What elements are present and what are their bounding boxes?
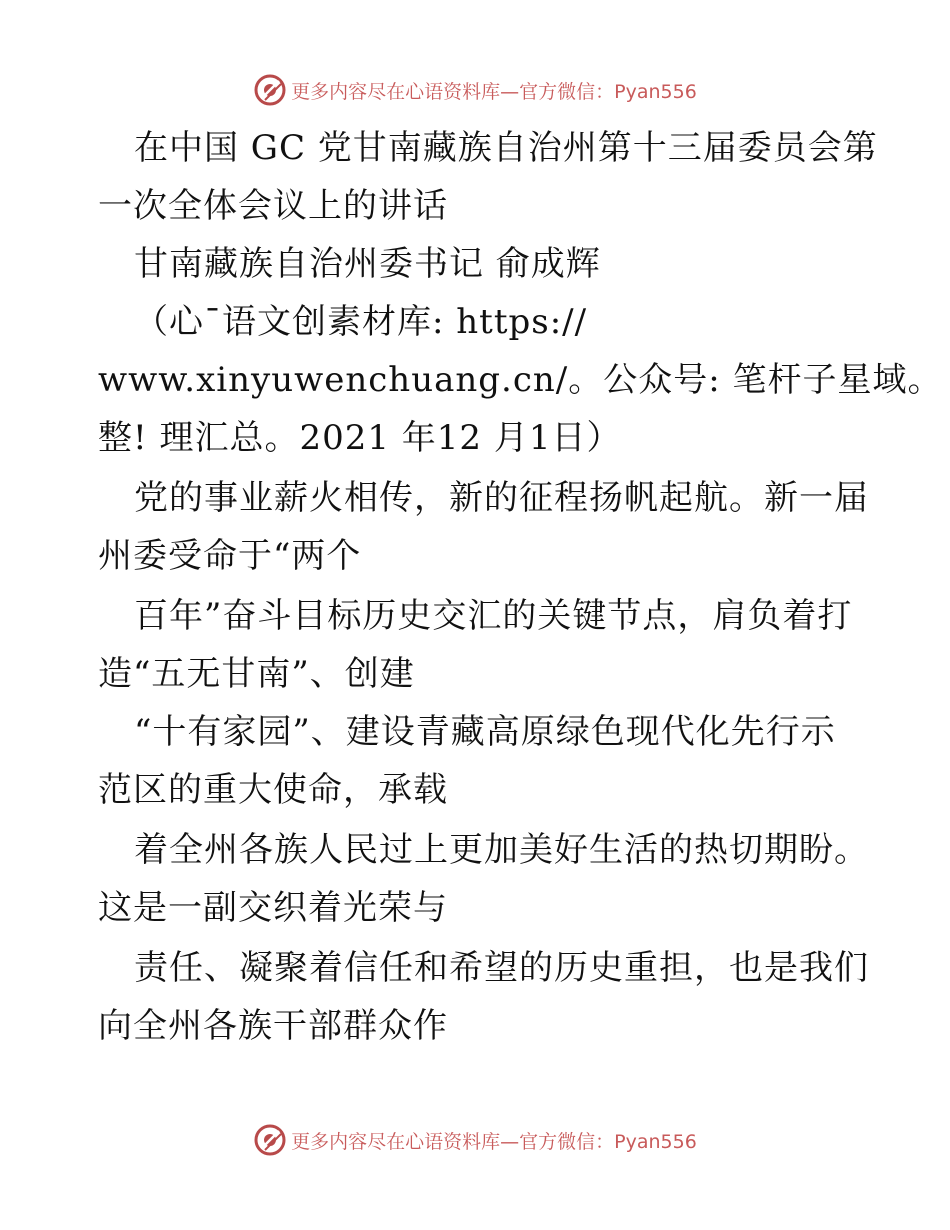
doc-line: 州委受命于“两个	[98, 536, 362, 576]
doc-line: 着全州各族人民过上更加美好生活的热切期盼。	[134, 830, 869, 870]
doc-line: 向全州各族干部群众作	[98, 1006, 448, 1046]
doc-line: 党的事业薪火相传，新的征程扬帆起航。新一届	[134, 478, 869, 518]
doc-line: 范区的重大使命，承载	[98, 770, 448, 810]
seal-logo-icon	[253, 73, 287, 107]
footer-banner	[0, 1120, 950, 1160]
footer-banner-text: 更多内容尽在心语资料库—官方微信：Pyan556	[291, 1130, 697, 1153]
doc-line: “十有家园”、建设青藏高原绿色现代化先行示	[134, 712, 836, 752]
doc-line: 甘南藏族自治州委书记 俞成辉	[134, 244, 601, 284]
doc-line: 在中国 GC 党甘南藏族自治州第十三届委员会第	[134, 128, 878, 168]
doc-line: 百年”奋斗目标历史交汇的关键节点，肩负着打	[134, 596, 853, 636]
doc-line: （心¯语文创素材库: https://	[134, 302, 588, 342]
doc-line: 一次全体会议上的讲话	[98, 186, 448, 226]
seal-logo-icon	[253, 1123, 287, 1157]
header-banner-text: 更多内容尽在心语资料库—官方微信：Pyan556	[291, 80, 697, 103]
doc-line: 责任、凝聚着信任和希望的历史重担，也是我们	[134, 948, 869, 988]
doc-line: 造“五无甘南”、创建	[98, 654, 415, 694]
doc-line: 整! 理汇总。2021 年12 月1日）	[98, 418, 622, 458]
doc-line: 这是一副交织着光荣与	[98, 888, 448, 928]
header-banner	[0, 70, 950, 110]
doc-line: www.xinyuwenchuang.cn/。公众号: 笔杆子星域。	[98, 360, 943, 400]
